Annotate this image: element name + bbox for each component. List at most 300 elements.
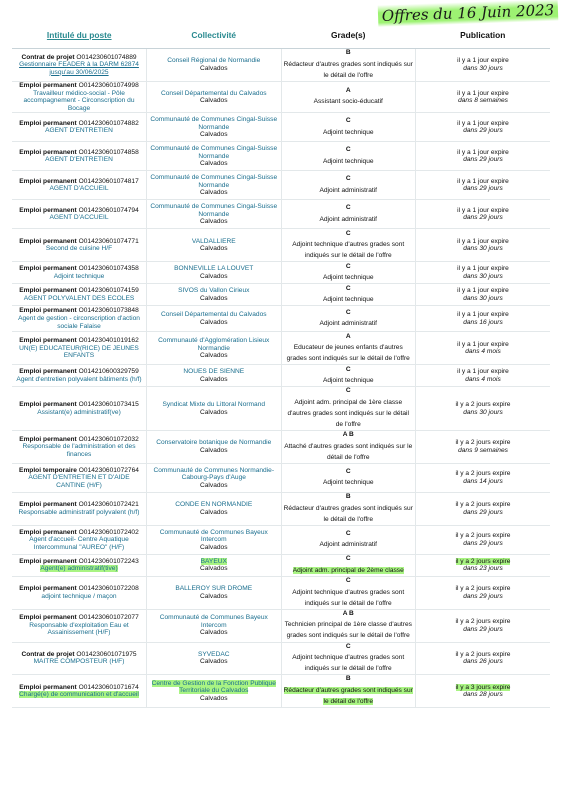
grade-cell	[281, 430, 416, 463]
publication-cell	[416, 82, 551, 113]
table-row[interactable]	[12, 463, 550, 492]
department-name: Calvados	[200, 131, 228, 139]
grade-cell	[281, 229, 416, 262]
collectivity-name: Centre de Gestion de la Fonction Publique Territoriale du Calvados	[151, 679, 276, 695]
grade-text: Adjoint technique	[322, 128, 374, 136]
job-title-link[interactable]: AGENT D'ACCUEIL	[49, 185, 109, 193]
grade-category: C	[345, 308, 351, 316]
collectivity-cell	[147, 229, 282, 262]
table-row[interactable]	[12, 284, 550, 306]
grade-text: Educateur de jeunes enfants d'autres grades sont indiqués sur le détail de l'offre	[286, 344, 410, 363]
department-name: Calvados	[200, 375, 228, 383]
collectivity-name: Communauté de Communes Cingal-Suisse Normande	[150, 173, 278, 189]
offer-id: O014230601074794	[78, 206, 139, 214]
collectivity-cell	[147, 492, 282, 525]
collectivity-name: Conseil Départemental du Calvados	[160, 89, 267, 97]
expiry-delay: dans 30 jours	[463, 294, 503, 302]
collectivity-cell	[147, 525, 282, 554]
table-row[interactable]	[12, 262, 550, 284]
expiry-delay: dans 23 jours	[463, 565, 503, 573]
job-title-link[interactable]: Agent d'accueil- Centre Aquatique Intercommunal "AUREO" (H/F)	[29, 536, 129, 551]
job-title-link[interactable]: MAITRE COMPOSTEUR (H/F)	[33, 658, 125, 666]
publication-age: il y a 1 jour expire	[457, 368, 509, 376]
publication-age: il y a 2 jours expire	[455, 470, 511, 478]
collectivity-name: BAYEUX	[200, 557, 227, 565]
offer-id: O014230601074159	[78, 287, 139, 295]
grade-text: Adjoint technique d'autres grades sont indiqués sur le détail de l'offre	[292, 654, 405, 673]
expiry-delay: dans 30 jours	[463, 245, 503, 253]
grade-text: Assistant socio-éducatif	[313, 98, 383, 106]
collectivity-cell	[147, 365, 282, 387]
expiry-delay: dans 29 jours	[463, 539, 503, 547]
publication-age: il y a 2 jours expire	[455, 401, 511, 409]
grade-cell	[281, 306, 416, 332]
job-title-cell	[12, 262, 147, 284]
offer-id: O014230601073415	[78, 401, 139, 409]
job-title-cell	[12, 82, 147, 113]
grade-category: C	[345, 365, 351, 373]
grade-category: C	[345, 204, 351, 212]
contract-type: Emploi permanent	[19, 528, 77, 536]
publication-cell	[416, 576, 551, 609]
collectivity-name: Syndicat Mixte du Littoral Normand	[162, 401, 266, 409]
offer-id: O014210600329759	[78, 368, 139, 376]
publication-age: il y a 1 jour expire	[457, 57, 509, 65]
offer-id: O014230601072032	[78, 435, 139, 443]
job-title-cell	[12, 609, 147, 642]
job-title-cell	[12, 142, 147, 171]
publication-age: il y a 2 jours expire	[455, 617, 511, 625]
table-row[interactable]	[12, 82, 550, 113]
publication-age: il y a 1 jour expire	[457, 177, 509, 185]
expiry-delay: dans 29 jours	[463, 592, 503, 600]
collectivity-cell	[147, 642, 282, 675]
department-name: Calvados	[200, 694, 228, 702]
publication-cell	[416, 492, 551, 525]
department-name: Calvados	[200, 65, 228, 72]
collectivity-cell	[147, 200, 282, 229]
job-title-cell	[12, 229, 147, 262]
table-row[interactable]	[12, 332, 550, 365]
publication-age: il y a 1 jour expire	[457, 340, 509, 348]
contract-type: Contrat de projet	[21, 650, 75, 658]
job-title-cell	[12, 113, 147, 142]
grade-text: Adjoint administratif	[319, 186, 378, 194]
collectivity-cell	[147, 49, 282, 82]
grade-cell	[281, 642, 416, 675]
grade-text: Technicien principal de 1ère classe d'autres grades sont indiqués sur le détail de l'offre	[284, 621, 412, 640]
publication-cell	[416, 675, 551, 708]
grade-category: B	[345, 493, 351, 501]
collectivity-cell	[147, 262, 282, 284]
offer-id: O014230601072243	[78, 557, 139, 565]
job-title-cell	[12, 171, 147, 200]
job-title-link[interactable]: AGENT D'ENTRETIEN	[45, 156, 113, 164]
job-title-cell	[12, 525, 147, 554]
grade-cell	[281, 49, 416, 82]
grade-category: A B	[342, 431, 354, 439]
expiry-delay: dans 30 jours	[463, 408, 503, 416]
grade-category: A	[345, 86, 351, 94]
grade-text: Rédacteur d'autres grades sont indiqués sur le détail de l'offre	[283, 504, 413, 523]
job-title-link[interactable]: AGENT D'ENTRETIEN	[45, 127, 113, 135]
publication-age: il y a 2 jours expire	[455, 439, 511, 447]
publication-age: il y a 1 jour expire	[457, 206, 509, 214]
department-name: Calvados	[200, 272, 228, 280]
publication-cell	[416, 554, 551, 576]
collectivity-cell	[147, 332, 282, 365]
publication-age: il y a 1 jour expire	[457, 148, 509, 156]
collectivity-name: Communauté de Communes Cingal-Suisse Normande	[150, 115, 278, 131]
department-name: Calvados	[200, 408, 228, 416]
contract-type: Emploi permanent	[19, 177, 77, 185]
job-title-link[interactable]: Assistant(e) administratif(ve)	[37, 408, 121, 416]
collectivity-cell	[147, 82, 282, 113]
publication-cell	[416, 463, 551, 492]
grade-category: C	[345, 229, 351, 237]
table-row[interactable]	[12, 113, 550, 142]
contract-type: Emploi permanent	[19, 435, 77, 443]
publication-cell	[416, 642, 551, 675]
publication-cell	[416, 262, 551, 284]
table-row[interactable]	[12, 675, 550, 708]
publication-age: il y a 2 jours expire	[455, 532, 511, 540]
job-title-link[interactable]: Agent de gestion - circonscription d'action sociale Falaise	[18, 315, 140, 330]
grade-text: Rédacteur d'autres grades sont indiqués sur le détail de l'offre	[283, 686, 413, 705]
grade-text: Adjoint administratif	[319, 320, 378, 328]
publication-age: il y a 2 jours expire	[455, 557, 511, 565]
offer-id: O014230601074889	[76, 53, 137, 61]
collectivity-name: SYVEDAC	[197, 650, 230, 658]
header-publication: Publication	[416, 22, 551, 49]
collectivity-name: Communauté de Communes Normandie-Cabourg-Pays d'Auge	[153, 466, 275, 482]
job-title-cell	[12, 430, 147, 463]
table-header-row	[12, 22, 550, 49]
table-row[interactable]	[12, 576, 550, 609]
collectivity-name: Conseil Régional de Normandie	[167, 57, 261, 65]
offer-id: O014230601072208	[78, 585, 139, 593]
collectivity-name: Communauté de Communes Cingal-Suisse Normande	[150, 144, 278, 160]
expiry-delay: dans 29 jours	[463, 185, 503, 193]
collectivity-cell	[147, 142, 282, 171]
job-offers-table	[12, 22, 550, 708]
contract-type: Emploi permanent	[19, 82, 77, 89]
publication-age: il y a 1 jour expire	[457, 265, 509, 273]
grade-cell	[281, 200, 416, 229]
grade-text: Adjoint adm. principal de 2ème classe	[292, 566, 404, 574]
offer-id: O014230601072402	[78, 528, 139, 536]
collectivity-name: CONDE EN NORMANDIE	[175, 501, 253, 509]
publication-cell	[416, 49, 551, 82]
grade-cell	[281, 387, 416, 431]
collectivity-name: Communauté de Communes Bayeux Intercom	[159, 528, 268, 544]
job-title-link[interactable]: Gestionnaire FEADER à la DARM 62874 jusqu'au 30/06/2025	[19, 61, 139, 76]
grade-text: Adjoint administratif	[319, 215, 378, 223]
job-title-cell	[12, 554, 147, 576]
table-row[interactable]	[12, 430, 550, 463]
contract-type: Emploi permanent	[19, 401, 77, 409]
publication-age: il y a 2 jours expire	[455, 501, 511, 509]
contract-type: Emploi permanent	[19, 501, 77, 509]
publication-cell	[416, 229, 551, 262]
publication-age: il y a 1 jour expire	[457, 287, 509, 295]
department-name: Calvados	[200, 189, 228, 197]
grade-cell	[281, 142, 416, 171]
contract-type: Emploi permanent	[19, 585, 77, 593]
collectivity-name: VALDALLIERE	[191, 237, 236, 245]
contract-type: Emploi permanent	[19, 614, 77, 622]
grade-cell	[281, 365, 416, 387]
contract-type: Emploi permanent	[19, 557, 77, 565]
collectivity-cell	[147, 430, 282, 463]
publication-age: il y a 2 jours expire	[455, 650, 511, 658]
job-title-cell	[12, 642, 147, 675]
department-name: Calvados	[200, 629, 228, 637]
grade-category: C	[345, 576, 351, 584]
offer-id: O014230601074998	[78, 82, 139, 89]
table-row[interactable]	[12, 642, 550, 675]
publication-age: il y a 1 jour expire	[457, 89, 509, 97]
table-row[interactable]	[12, 49, 550, 82]
contract-type: Emploi permanent	[19, 148, 77, 156]
grade-text: Adjoint technique	[322, 377, 374, 385]
job-title-link[interactable]: UN(E) EDUCATEUR(RICE) DE JEUNES ENFANTS	[19, 344, 139, 360]
offer-id: O014230601071975	[76, 650, 137, 658]
publication-age: il y a 3 jours expire	[455, 683, 511, 691]
grade-text: Adjoint technique	[322, 274, 374, 282]
department-name: Calvados	[200, 160, 228, 168]
grade-cell	[281, 492, 416, 525]
offer-id: O014230601074817	[78, 177, 139, 185]
expiry-delay: dans 28 jours	[463, 691, 503, 699]
job-title-cell	[12, 675, 147, 708]
job-title-link[interactable]: Agent(e) administratif(tive)	[40, 565, 118, 573]
grade-cell	[281, 332, 416, 365]
collectivity-cell	[147, 463, 282, 492]
contract-type: Emploi permanent	[19, 206, 77, 214]
offer-id: O014230601074358	[78, 265, 139, 273]
grade-cell	[281, 554, 416, 576]
job-title-link[interactable]: Adjoint technique	[53, 272, 105, 280]
collectivity-name: BONNEVILLE LA LOUVET	[174, 265, 254, 273]
publication-cell	[416, 171, 551, 200]
table-row[interactable]	[12, 554, 550, 576]
table-row[interactable]	[12, 200, 550, 229]
header-collectivity: Collectivité	[147, 22, 282, 49]
department-name: Calvados	[200, 245, 228, 253]
table-row[interactable]	[12, 365, 550, 387]
table-row[interactable]	[12, 306, 550, 332]
job-title-link[interactable]: AGENT D'ENTRETIEN ET D'AIDE CANTINE (H/F)	[28, 474, 130, 489]
job-title-cell	[12, 49, 147, 82]
collectivity-cell	[147, 675, 282, 708]
job-title-cell	[12, 463, 147, 492]
header-job-title: Intitulé du poste	[12, 22, 147, 49]
table-row[interactable]	[12, 142, 550, 171]
grade-category: B	[345, 675, 351, 683]
expiry-delay: dans 4 mois	[465, 348, 501, 356]
department-name: Calvados	[200, 352, 228, 360]
table-row[interactable]	[12, 171, 550, 200]
publication-cell	[416, 142, 551, 171]
grade-cell	[281, 463, 416, 492]
offer-id: O014230601073848	[78, 307, 139, 315]
contract-type: Emploi permanent	[19, 336, 77, 344]
collectivity-cell	[147, 171, 282, 200]
grade-cell	[281, 82, 416, 113]
job-title-cell	[12, 365, 147, 387]
grade-cell	[281, 576, 416, 609]
grade-text: Adjoint administratif	[319, 541, 378, 549]
contract-type: Emploi permanent	[19, 307, 77, 315]
offer-id: O014230601072421	[78, 501, 139, 509]
grade-text: Adjoint technique d'autres grades sont indiqués sur le détail de l'offre	[292, 241, 405, 260]
contract-type: Emploi permanent	[19, 237, 77, 245]
grade-cell	[281, 284, 416, 306]
publication-cell	[416, 306, 551, 332]
grade-category: C	[345, 284, 351, 292]
collectivity-cell	[147, 576, 282, 609]
grade-category: A B	[342, 609, 354, 617]
contract-type: Contrat de projet	[21, 53, 75, 61]
collectivity-name: Conseil Départemental du Calvados	[160, 311, 267, 319]
offer-id: O014230601074882	[78, 119, 139, 127]
header-grade: Grade(s)	[281, 22, 416, 49]
expiry-delay: dans 29 jours	[463, 156, 503, 164]
grade-text: Attaché d'autres grades sont indiqués sur le détail de l'offre	[284, 442, 413, 461]
publication-cell	[416, 284, 551, 306]
job-title-cell	[12, 387, 147, 431]
grade-cell	[281, 609, 416, 642]
department-name: Calvados	[200, 543, 228, 551]
department-name: Calvados	[200, 294, 228, 302]
grade-text: Adjoint technique	[322, 296, 374, 304]
grade-cell	[281, 171, 416, 200]
job-title-cell	[12, 306, 147, 332]
department-name: Calvados	[200, 318, 228, 326]
publication-age: il y a 1 jour expire	[457, 311, 509, 319]
collectivity-cell	[147, 306, 282, 332]
collectivity-name: Communauté de Communes Bayeux Intercom	[159, 614, 268, 629]
job-title-link[interactable]: Chargé(e) de communication et d'accueil	[19, 691, 139, 699]
grade-category: C	[345, 529, 351, 537]
contract-type: Emploi temporaire	[19, 466, 77, 474]
grade-category: C	[345, 146, 351, 154]
grade-cell	[281, 262, 416, 284]
grade-category: C	[345, 642, 351, 650]
publication-age: il y a 1 jour expire	[457, 237, 509, 245]
grade-text: Adjoint technique	[322, 479, 374, 487]
contract-type: Emploi permanent	[19, 683, 77, 691]
expiry-delay: dans 9 semaines	[458, 446, 508, 454]
grade-category: C	[345, 387, 351, 395]
table-row[interactable]	[12, 229, 550, 262]
job-title-link[interactable]: AGENT D'ACCUEIL	[49, 214, 109, 222]
publication-cell	[416, 365, 551, 387]
job-title-link[interactable]: AGENT POLYVALENT DES ECOLES	[23, 294, 135, 302]
contract-type: Emploi permanent	[19, 119, 77, 127]
grade-text: Rédacteur d'autres grades sont indiqués sur le détail de l'offre	[283, 60, 413, 79]
offer-id: O014230401019162	[78, 336, 139, 344]
job-title-link[interactable]: Responsable de l'administration et des finances	[22, 443, 136, 458]
expiry-delay: dans 26 jours	[463, 658, 503, 666]
grade-text: Adjoint technique d'autres grades sont indiqués sur le détail de l'offre	[292, 588, 405, 607]
grade-category: C	[345, 175, 351, 183]
job-title-link[interactable]: Responsable d'exploitation Eau et Assainissement (H/F)	[29, 621, 129, 637]
department-name: Calvados	[200, 446, 228, 454]
grade-category: A	[345, 332, 351, 340]
table-row[interactable]	[12, 387, 550, 431]
collectivity-name: Conservatoire botanique de Normandie	[156, 439, 272, 447]
contract-type: Emploi permanent	[19, 265, 77, 273]
table-row[interactable]	[12, 609, 550, 642]
expiry-delay: dans 30 jours	[463, 65, 503, 72]
expiry-delay: dans 29 jours	[463, 214, 503, 222]
publication-cell	[416, 200, 551, 229]
offer-id: O014230601071674	[78, 683, 139, 691]
department-name: Calvados	[200, 565, 228, 573]
job-title-link[interactable]: Travailleur médico-social - Pôle accompagnement - Circonscription du Bocage	[23, 89, 135, 112]
collectivity-name: SIVOS du Vallon Cirieux	[178, 287, 250, 295]
expiry-delay: dans 29 jours	[463, 508, 503, 516]
job-title-cell	[12, 200, 147, 229]
publication-cell	[416, 609, 551, 642]
expiry-delay: dans 16 jours	[463, 318, 503, 326]
department-name: Calvados	[200, 592, 228, 600]
table-row[interactable]	[12, 492, 550, 525]
job-title-link[interactable]: Agent d'entretien polyvalent bâtiments (h/f)	[16, 375, 142, 383]
collectivity-cell	[147, 284, 282, 306]
grade-category: C	[345, 262, 351, 270]
department-name: Calvados	[200, 97, 228, 105]
grade-category: B	[345, 49, 351, 57]
department-name: Calvados	[200, 508, 228, 516]
grade-cell	[281, 525, 416, 554]
grade-category: C	[345, 467, 351, 475]
department-name: Calvados	[200, 481, 228, 489]
collectivity-name: Communauté d'Agglomération Lisieux Normandie	[158, 336, 270, 352]
grade-cell	[281, 675, 416, 708]
department-name: Calvados	[200, 218, 228, 226]
collectivity-cell	[147, 554, 282, 576]
expiry-delay: dans 4 mois	[465, 375, 501, 383]
collectivity-name: Communauté de Communes Cingal-Suisse Normande	[150, 202, 278, 218]
grade-text: Adjoint technique	[322, 157, 374, 165]
publication-cell	[416, 430, 551, 463]
job-title-link[interactable]: adjoint technique / maçon	[41, 592, 117, 600]
table-body	[12, 49, 550, 708]
department-name: Calvados	[200, 658, 228, 666]
table-row[interactable]	[12, 525, 550, 554]
job-title-link[interactable]: Responsable administratif polyvalent (h/f)	[18, 508, 140, 516]
expiry-delay: dans 30 jours	[463, 272, 503, 280]
job-title-cell	[12, 284, 147, 306]
offer-id: O014230601074858	[78, 148, 139, 156]
offer-id: O014230601072077	[78, 614, 139, 622]
job-title-link[interactable]: Second de cuisine H/F	[45, 245, 113, 253]
grade-text: Adjoint adm. principal de 1ère classe d'autres grades sont indiqués sur le détail de l'offre	[287, 398, 409, 428]
expiry-delay: dans 8 semaines	[458, 97, 508, 105]
grade-category: C	[345, 555, 351, 563]
page-title: Offres du 16 Juin 2023	[378, 0, 559, 27]
contract-type: Emploi permanent	[19, 287, 77, 295]
job-title-cell	[12, 332, 147, 365]
collectivity-name: NOUES DE SIENNE	[183, 368, 245, 376]
collectivity-name: BALLEROY SUR DROME	[175, 585, 253, 593]
publication-age: il y a 2 jours expire	[455, 585, 511, 593]
job-title-cell	[12, 492, 147, 525]
publication-cell	[416, 387, 551, 431]
